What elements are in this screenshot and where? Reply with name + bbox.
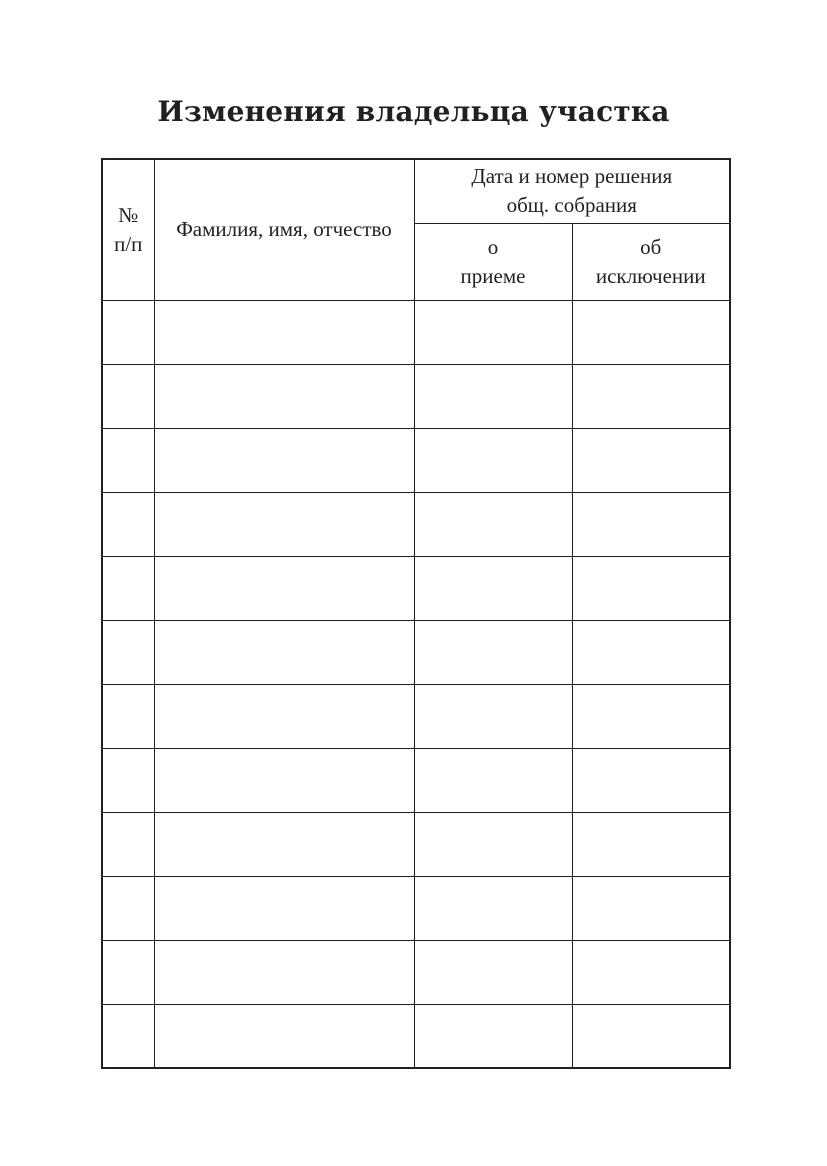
cell-exclusion-decision[interactable]: [572, 428, 730, 492]
cell-number[interactable]: [102, 1004, 154, 1068]
cell-full-name[interactable]: [154, 684, 414, 748]
cell-admission-decision[interactable]: [414, 300, 572, 364]
cell-full-name[interactable]: [154, 812, 414, 876]
cell-full-name[interactable]: [154, 620, 414, 684]
header-decision-line2: общ. собрания: [506, 193, 637, 218]
cell-number[interactable]: [102, 620, 154, 684]
cell-admission-decision[interactable]: [414, 684, 572, 748]
cell-number[interactable]: [102, 492, 154, 556]
table-header: [102, 159, 730, 300]
header-admission-line2: приеме: [460, 263, 526, 288]
cell-exclusion-decision[interactable]: [572, 748, 730, 812]
cell-full-name[interactable]: [154, 428, 414, 492]
header-exclusion-line1: об: [640, 234, 662, 259]
header-number: [102, 159, 154, 300]
cell-admission-decision[interactable]: [414, 812, 572, 876]
table-row: [102, 492, 730, 556]
table-row: [102, 684, 730, 748]
table-row: [102, 940, 730, 1004]
cell-admission-decision[interactable]: [414, 748, 572, 812]
header-number-line2: п/п: [114, 231, 143, 256]
header-admission: [414, 223, 572, 300]
cell-exclusion-decision[interactable]: [572, 812, 730, 876]
table-row: [102, 876, 730, 940]
cell-admission-decision[interactable]: [414, 556, 572, 620]
cell-admission-decision[interactable]: [414, 940, 572, 1004]
cell-number[interactable]: [102, 876, 154, 940]
table-row: [102, 364, 730, 428]
cell-number[interactable]: [102, 428, 154, 492]
cell-full-name[interactable]: [154, 556, 414, 620]
table-row: [102, 300, 730, 364]
cell-full-name[interactable]: [154, 300, 414, 364]
cell-exclusion-decision[interactable]: [572, 364, 730, 428]
cell-admission-decision[interactable]: [414, 492, 572, 556]
table-body: [102, 300, 730, 1068]
cell-exclusion-decision[interactable]: [572, 300, 730, 364]
header-exclusion: [572, 223, 730, 300]
table-row: [102, 428, 730, 492]
page-title: Изменения владельца участка: [157, 95, 670, 128]
table-row: [102, 748, 730, 812]
cell-number[interactable]: [102, 364, 154, 428]
cell-number[interactable]: [102, 940, 154, 1004]
cell-number[interactable]: [102, 684, 154, 748]
cell-full-name[interactable]: [154, 492, 414, 556]
cell-number[interactable]: [102, 748, 154, 812]
cell-exclusion-decision[interactable]: [572, 492, 730, 556]
cell-full-name[interactable]: [154, 364, 414, 428]
table-row: [102, 1004, 730, 1068]
cell-full-name[interactable]: [154, 1004, 414, 1068]
cell-admission-decision[interactable]: [414, 620, 572, 684]
table-row: [102, 556, 730, 620]
cell-admission-decision[interactable]: [414, 364, 572, 428]
cell-number[interactable]: [102, 300, 154, 364]
cell-exclusion-decision[interactable]: [572, 620, 730, 684]
cell-number[interactable]: [102, 556, 154, 620]
cell-full-name[interactable]: [154, 748, 414, 812]
table-row: [102, 812, 730, 876]
cell-full-name[interactable]: [154, 940, 414, 1004]
owner-changes-table: [101, 158, 731, 1069]
header-exclusion-line2: исключении: [595, 263, 706, 288]
header-decision: [414, 159, 730, 223]
cell-exclusion-decision[interactable]: [572, 940, 730, 1004]
header-number-line1: №: [118, 202, 139, 227]
cell-exclusion-decision[interactable]: [572, 684, 730, 748]
cell-admission-decision[interactable]: [414, 876, 572, 940]
cell-full-name[interactable]: [154, 876, 414, 940]
cell-admission-decision[interactable]: [414, 1004, 572, 1068]
table-row: [102, 620, 730, 684]
cell-admission-decision[interactable]: [414, 428, 572, 492]
header-full-name: Фамилия, имя, отчество: [154, 159, 414, 300]
header-decision-line1: Дата и номер решения: [471, 164, 673, 189]
cell-exclusion-decision[interactable]: [572, 1004, 730, 1068]
cell-exclusion-decision[interactable]: [572, 556, 730, 620]
cell-number[interactable]: [102, 812, 154, 876]
cell-exclusion-decision[interactable]: [572, 876, 730, 940]
header-admission-line1: о: [487, 234, 499, 259]
